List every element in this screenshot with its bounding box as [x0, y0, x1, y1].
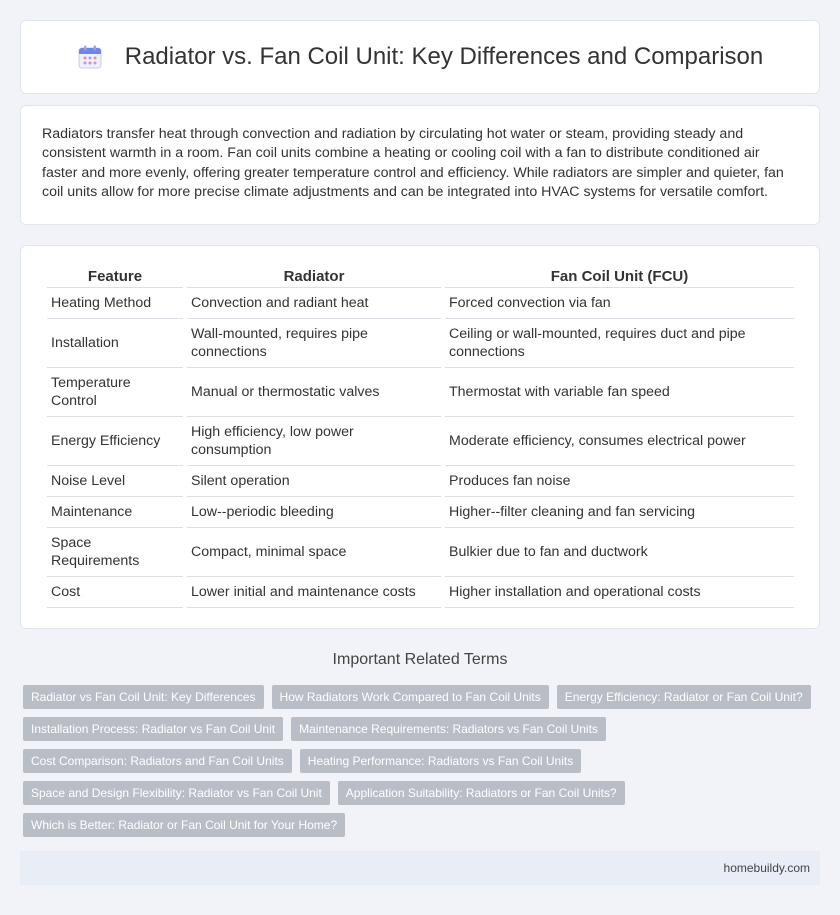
- row-fcu: Moderate efficiency, consumes electrical power: [445, 417, 794, 466]
- table-row: [47, 528, 794, 577]
- comparison-card: [20, 245, 820, 629]
- row-feature: Temperature Control: [47, 368, 183, 417]
- table-row: [47, 319, 794, 368]
- table-row: [47, 466, 794, 497]
- footer: [20, 851, 820, 885]
- intro-card: [20, 105, 820, 225]
- calendar-icon: [77, 44, 103, 70]
- row-feature: Installation: [47, 319, 183, 368]
- table-row: [47, 497, 794, 528]
- row-radiator: Convection and radiant heat: [187, 288, 441, 319]
- row-feature: Cost: [47, 577, 183, 608]
- header-feature: Feature: [47, 266, 183, 288]
- row-fcu: Produces fan noise: [445, 466, 794, 497]
- row-fcu: Higher installation and operational costs: [445, 577, 794, 608]
- row-fcu: Ceiling or wall-mounted, requires duct and pipe connections: [445, 319, 794, 368]
- table-row: [47, 368, 794, 417]
- row-fcu: Bulkier due to fan and ductwork: [445, 528, 794, 577]
- header-fcu: Fan Coil Unit (FCU): [445, 266, 794, 288]
- row-feature: Energy Efficiency: [47, 417, 183, 466]
- page-title: Radiator vs. Fan Coil Unit: Key Differences and Comparison: [124, 43, 764, 70]
- table-row: [47, 288, 794, 319]
- row-radiator: Manual or thermostatic valves: [187, 368, 441, 417]
- related-tag[interactable]: Application Suitability: Radiators or Fan Coil Units?: [338, 781, 625, 805]
- footer-site[interactable]: homebuildy.com: [723, 860, 810, 875]
- related-tag[interactable]: Which is Better: Radiator or Fan Coil Unit for Your Home?: [23, 813, 345, 837]
- related-terms-title: Important Related Terms: [332, 650, 508, 668]
- row-radiator: Low--periodic bleeding: [187, 497, 441, 528]
- row-radiator: Silent operation: [187, 466, 441, 497]
- related-tag[interactable]: Radiator vs Fan Coil Unit: Key Differences: [23, 685, 264, 709]
- related-tag[interactable]: How Radiators Work Compared to Fan Coil Units: [272, 685, 549, 709]
- row-fcu: Thermostat with variable fan speed: [445, 368, 794, 417]
- table-row: [47, 577, 794, 608]
- related-tag[interactable]: Space and Design Flexibility: Radiator vs Fan Coil Unit: [23, 781, 330, 805]
- related-tag[interactable]: Energy Efficiency: Radiator or Fan Coil Unit?: [557, 685, 811, 709]
- row-radiator: Lower initial and maintenance costs: [187, 577, 441, 608]
- related-tag[interactable]: Installation Process: Radiator vs Fan Coil Unit: [23, 717, 283, 741]
- row-radiator: Compact, minimal space: [187, 528, 441, 577]
- related-terms-section: [0, 651, 840, 669]
- row-feature: Maintenance: [47, 497, 183, 528]
- page-header: [20, 20, 820, 94]
- table-row: [47, 417, 794, 466]
- related-tags: [23, 685, 823, 837]
- table-header-row: [47, 266, 794, 288]
- comparison-table: [43, 266, 798, 608]
- row-radiator: Wall-mounted, requires pipe connections: [187, 319, 441, 368]
- related-tag[interactable]: Heating Performance: Radiators vs Fan Coil Units: [300, 749, 581, 773]
- row-fcu: Forced convection via fan: [445, 288, 794, 319]
- row-feature: Space Requirements: [47, 528, 183, 577]
- row-feature: Heating Method: [47, 288, 183, 319]
- row-radiator: High efficiency, low power consumption: [187, 417, 441, 466]
- related-tag[interactable]: Cost Comparison: Radiators and Fan Coil Units: [23, 749, 292, 773]
- intro-text: Radiators transfer heat through convection and radiation by circulating hot water or steam, providing steady and consistent warmth in a room. Fan coil units combine a heating or cooling coil with a fan to distribute conditioned air faster and more evenly, offering greater temperature control and efficiency. While radiators are simpler and quieter, fan coil units allow for more precise climate adjustments and can be integrated into HVAC systems for versatile comfort.: [42, 126, 784, 201]
- row-fcu: Higher--filter cleaning and fan servicing: [445, 497, 794, 528]
- row-feature: Noise Level: [47, 466, 183, 497]
- related-tag[interactable]: Maintenance Requirements: Radiators vs Fan Coil Units: [291, 717, 606, 741]
- header-radiator: Radiator: [187, 266, 441, 288]
